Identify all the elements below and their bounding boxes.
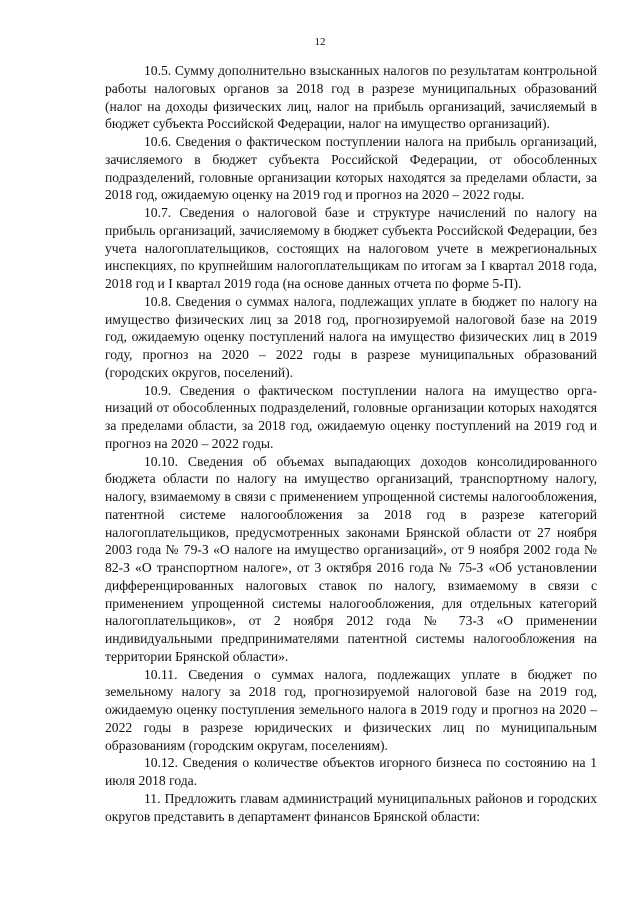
paragraph-10-12: 10.12. Сведения о количестве объектов игорного бизнеса по состоянию на 1 июля 2018 года.: [105, 755, 597, 788]
paragraph-10-8: 10.8. Сведения о суммах налога, подлежащих уплате в бюджет по налогу на имущество физических лиц за 2018 год, прогнозируемой налоговой базе на 2019 год, ожидаемую оценку поступлений налога на имущество физических лиц в 2019 году, прогноз на 2020 – 2022 годы в разрезе муниципальных образований (городских округов, поселений).: [105, 293, 597, 380]
document-body: [105, 62, 597, 825]
paragraph-10-5: 10.5. Сумму дополнительно взысканных налогов по результатам контрольной работы налоговых органов за 2018 год в разрезе муниципальных образований (налог на доходы физических лиц, налог на прибыль организаций, зачисляемый в бюджет субъекта Российской Федерации, налог на имущество организаций).: [105, 63, 597, 132]
paragraph-10-7: 10.7. Сведения о налоговой базе и структуре начислений по налогу на прибыль организаций, зачисляемому в бюджет субъекта Российской Федерации, без учета налогоплательщиков, состоящих на налоговом учете в межрегиональных инспекциях, по крупнейшим налогоплательщикам по итогам за I квартал 2018 года, 2018 год и I квартал 2019 года (на основе данных отчета по форме 5-П).: [105, 205, 597, 291]
page-number: 12: [314, 36, 326, 48]
paragraph-11: 11. Предложить главам администраций муниципальных районов и городских округов представить в департамент финансов Брянской области:: [105, 790, 597, 824]
paragraph-10-9: 10.9. Сведения о фактическом поступлении налога на имущество организаций от обособленных подразделений, головные организации которых находятся за пределами области, за 2018 год, ожидаемую оценку поступлений на 2019 год и прогноз на 2020 – 2022 годы.: [105, 382, 597, 451]
paragraph-10-11: 10.11. Сведения о суммах налога, подлежащих уплате в бюджет по земельному налогу за 2018 год, прогнозируемой налоговой базе на 2019 год, ожидаемую оценку поступления земельного налога в 2019 году и прогноз на 2020 – 2022 годы в разрезе юридических и физических лиц по муниципальным образованиям (городским округам, поселениям).: [105, 666, 597, 753]
paragraph-10-6: 10.6. Сведения о фактическом поступлении налога на прибыль организаций, зачисляемого в бюджет субъекта Российской Федерации, от обособленных подразделений, головные организации которых находятся за пределами области, за 2018 год, ожидаемую оценку на 2019 год и прогноз на 2020 – 2022 годы.: [105, 134, 597, 203]
paragraph-10-10: 10.10. Сведения об объемах выпадающих доходов консолидированного бюджета области по налогу на имущество организаций, транспортному налогу, налогу, взимаемому в связи с применением упрощенной системы налогообложения, патентной системе налогообложения за 2018 год в разрезе категорий налогоплательщиков, предусмотренных законами Брянской области от 27 ноября 2003 года № 79-З «О налоге на имущество организаций», от 9 ноября 2002 года № 82-З «О транспортном налоге», от 3 октября 2016 года № 75-З «Об установлении дифференцированных налоговых ставок по налогу, взимаемому в связи с применением упрощенной системы налогообложения, для отдельных категорий налогоплательщиков», от 2 ноября 2012 года № 73-З «О применении индивидуальными предпринимателями патентной системы налогообложения на территории Брянской области».: [105, 453, 597, 664]
